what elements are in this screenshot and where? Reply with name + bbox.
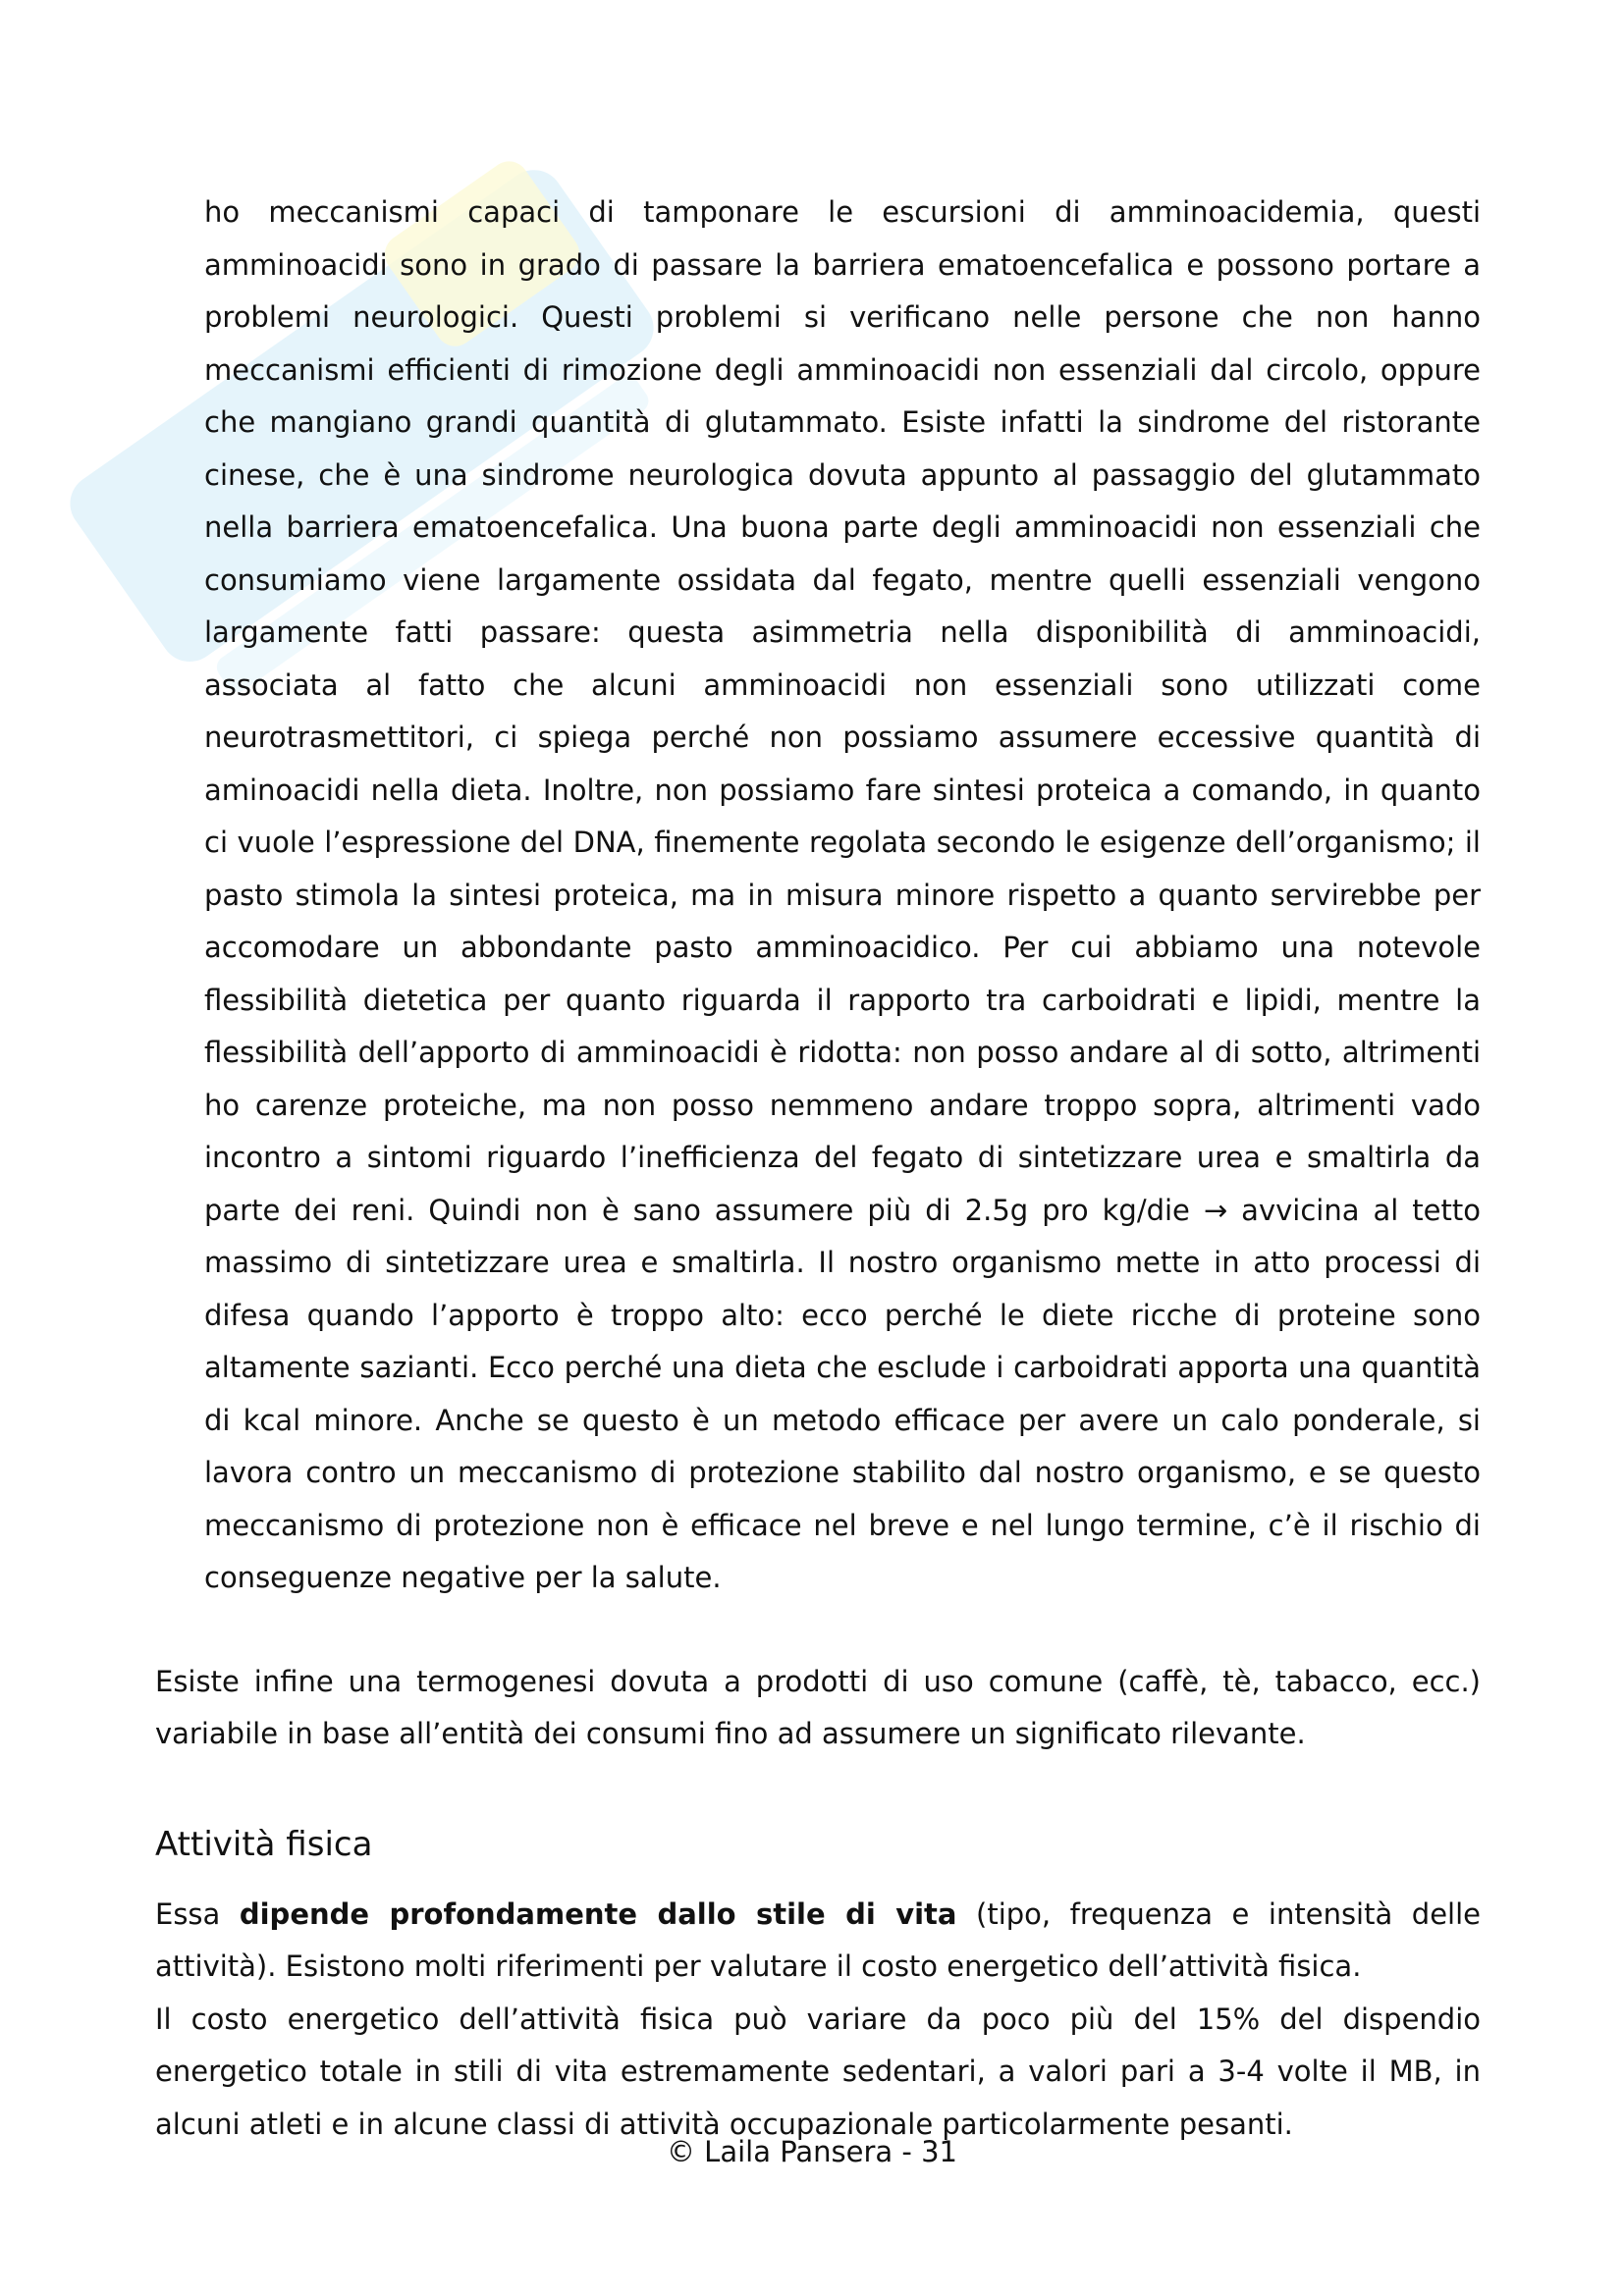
page-content [155,187,1481,2151]
activity-intro-suffix: (tipo, frequenza e intensità delle attività). Esistono molti riferimenti per valutare il costo energetico dell’attività fisica. [155,1896,1482,1983]
activity-intro-paragraph [155,1889,1481,1994]
page-footer: © Laila Pansera - 31 [666,2135,958,2168]
activity-cost-paragraph: Il costo energetico dell’attività fisica può variare da poco più del 15% del dispendio energetico totale in stili di vita estremamente sedentari, a valori pari a 3-4 volte il MB, in alcuni atleti e in alcune classi di attività occupazionale particolarmente pesanti. [155,2002,1481,2141]
activity-intro-prefix: Essa [155,1896,240,1931]
continued-paragraph: ho meccanismi capaci di tamponare le escursioni di amminoacidemia, questi amminoacidi sono in grado di passare la barriera ematoencefalica e possono portare a problemi neurologici. Questi problemi si verificano nelle persone che non hanno meccanismi efficienti di rimozione degli amminoacidi non essenziali dal circolo, oppure che mangiano grandi quantità di glutammato. Esiste infatti la sindrome del ristorante cinese, che è una sindrome neurologica dovuta appunto al passaggio del glutammato nella barriera ematoencefalica. Una buona parte degli amminoacidi non essenziali che consumiamo viene largamente ossidata dal fegato, mentre quelli essenziali vengono largamente fatti passare: questa asimmetria nella disponibilità di amminoacidi, associata al fatto che alcuni amminoacidi non essenziali sono utilizzati come neurotrasmettitori, ci spiega perché non possiamo assumere eccessive quantità di aminoacidi nella dieta. Inoltre, non possiamo fare sintesi proteica a comando, in quanto ci vuole l’espressione del DNA, finemente regolata secondo le esigenze dell’organismo; il pasto stimola la sintesi proteica, ma in misura minore rispetto a quanto servirebbe per accomodare un abbondante pasto amminoacidico. Per cui abbiamo una notevole flessibilità dietetica per quanto riguarda il rapporto tra carboidrati e lipidi, mentre la flessibilità dell’apporto di amminoacidi è ridotta: non posso andare al di sotto, altrimenti ho carenze proteiche, ma non posso nemmeno andare troppo sopra, altrimenti vado incontro a sintomi riguardo l’inefficienza del fegato di sintetizzare urea e smaltirla da parte dei reni. Quindi non è sano assumere più di 2.5g pro kg/die → avvicina al tetto massimo di sintetizzare urea e smaltirla. Il nostro organismo mette in atto processi di difesa quando l’apporto è troppo alto: ecco perché le diete ricche di proteine sono altamente sazianti. Ecco perché una dieta che esclude i carboidrati apporta una quantità di kcal minore. Anche se questo è un metodo efficace per avere un calo ponderale, si lavora contro un meccanismo di protezione stabilito dal nostro organismo, e se questo meccanismo di protezione non è efficace nel breve e nel lungo termine, c’è il rischio di conseguenze negative per la salute. [204,195,1481,1594]
activity-intro-bold: dipende profondamente dallo stile di vita [239,1896,957,1931]
thermogenesis-paragraph: Esiste infine una termogenesi dovuta a prodotti di uso comune (caffè, tè, tabacco, ecc.) variabile in base all’entità dei consumi fino ad assumere un significato rilevante. [155,1664,1481,1750]
section-heading-attivita-fisica: Attività fisica [155,1824,373,1864]
